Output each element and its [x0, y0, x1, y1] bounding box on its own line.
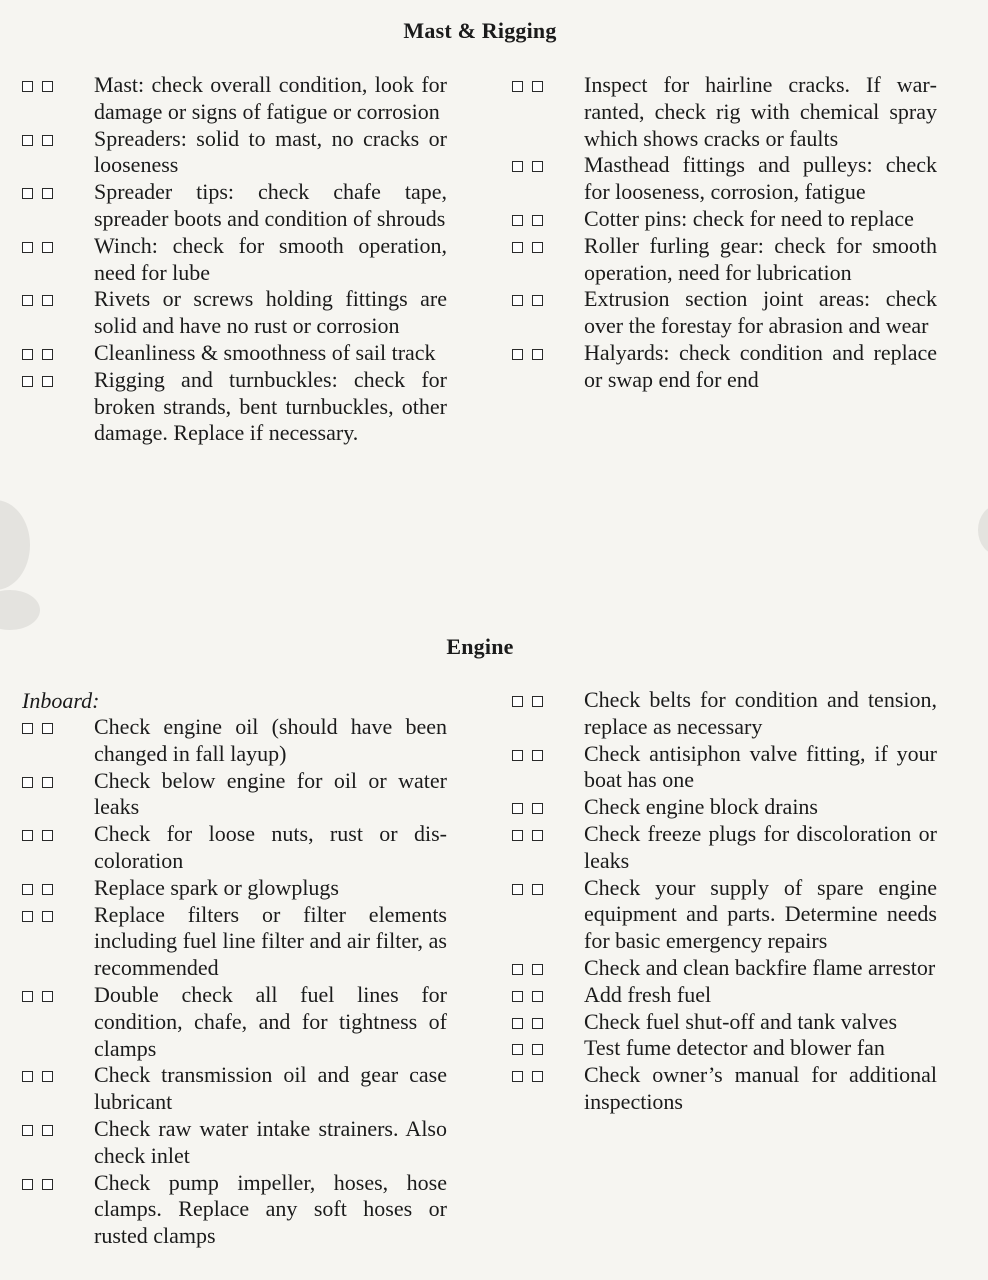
checkbox[interactable] [532, 215, 543, 226]
checkbox[interactable] [22, 135, 33, 146]
checklist-item-text: Replace spark or glowplugs [94, 874, 339, 900]
checkbox[interactable] [532, 1018, 543, 1029]
checklist-item-text: Check owner’s manual for additional inspections [584, 1062, 937, 1114]
checkbox[interactable] [22, 777, 33, 788]
checkbox[interactable] [22, 295, 33, 306]
checklist-item-text: Cleanliness & smoothness of sail track [94, 339, 436, 365]
checklist-item [22, 233, 447, 287]
subheading-inboard: Inboard: [22, 688, 100, 713]
checkbox[interactable] [22, 242, 33, 253]
checklist-item [512, 875, 937, 955]
checkbox[interactable] [532, 884, 543, 895]
checklist-item-text: Rivets or screws holding fittings are solid and have no rust or corrosion [94, 286, 447, 339]
checkbox[interactable] [22, 723, 33, 734]
checkbox[interactable] [42, 830, 53, 841]
section-title-engine: Engine [446, 634, 514, 659]
checkbox[interactable] [512, 884, 523, 895]
checklist-item [512, 286, 937, 340]
checklist-item-text: Add fresh fuel [584, 981, 712, 1007]
checkbox[interactable] [532, 161, 543, 172]
checklist-item [512, 794, 937, 821]
checkbox[interactable] [42, 242, 53, 253]
checklist-item [22, 340, 447, 367]
checklist-item-text: Check engine block drains [584, 794, 818, 820]
checklist-item-text: Test fume detector and blower fan [584, 1035, 885, 1061]
checklist-item-text: Check freeze plugs for discoloration or leaks [584, 820, 937, 873]
checklist-item-text: Roller furling gear: check for smooth operation, need for lubrication [584, 232, 937, 285]
checkbox[interactable] [512, 215, 523, 226]
checklist-item [512, 340, 937, 394]
checklist-item-text: Check and clean backfire flame arrestor [584, 954, 936, 980]
checkbox[interactable] [512, 1018, 523, 1029]
checklist-item [512, 206, 937, 233]
checkbox[interactable] [22, 830, 33, 841]
checklist-item-text: Masthead fittings and pulleys: check for looseness, corrosion, fatigue [584, 152, 937, 205]
checkbox[interactable] [42, 81, 53, 92]
checkbox[interactable] [532, 295, 543, 306]
checkbox[interactable] [42, 135, 53, 146]
checklist-item [512, 1035, 937, 1062]
checklist-item-text: Check antisiphon valve fitting, if your boat has one [584, 740, 937, 793]
checklist-item [22, 902, 447, 982]
checkbox[interactable] [532, 1071, 543, 1082]
checkbox[interactable] [532, 830, 543, 841]
checklist-item-text: Halyards: check condition and replace or swap end for end [584, 339, 937, 392]
checkbox[interactable] [42, 188, 53, 199]
checkbox[interactable] [532, 242, 543, 253]
checklist-item-text: Replace filters or filter elements including fuel line filter and air filter, as recommended [94, 901, 447, 981]
checkbox[interactable] [532, 349, 543, 360]
checklist-item [512, 72, 937, 152]
checkbox[interactable] [512, 964, 523, 975]
checklist-item-text: Spreader tips: check chafe tape, spreader boots and condition of shrouds [94, 179, 447, 231]
checkbox[interactable] [42, 777, 53, 788]
checkbox[interactable] [532, 964, 543, 975]
checkbox[interactable] [512, 803, 523, 814]
checklist-item [22, 179, 447, 233]
engine-right-column [512, 687, 937, 1116]
checklist-item [22, 1062, 447, 1116]
checklist-item-text: Check belts for condition and tension, replace as necessary [584, 687, 937, 739]
checklist-item [512, 741, 937, 795]
checkbox[interactable] [42, 1179, 53, 1190]
checkbox[interactable] [42, 295, 53, 306]
checklist-item [22, 714, 447, 768]
bleed-through-shape [0, 500, 30, 590]
checklist-item [22, 1170, 447, 1250]
checklist-item [512, 687, 937, 741]
checklist-item-text: Mast: check overall condition, look for damage or signs of fatigue or corrosion [94, 72, 447, 124]
checklist-item-text: Cotter pins: check for need to replace [584, 205, 914, 231]
checklist-item-text: Winch: check for smooth operation, need for lube [94, 232, 447, 285]
checkbox[interactable] [42, 376, 53, 387]
checkbox[interactable] [512, 830, 523, 841]
checkbox[interactable] [532, 81, 543, 92]
checkbox[interactable] [532, 750, 543, 761]
checklist-item-text: Inspect for hairline cracks. If warranted, check rig with chemical spray which shows cracks or faults [584, 72, 937, 151]
checkbox[interactable] [42, 1125, 53, 1136]
checklist-item [512, 1062, 937, 1116]
checklist-item [22, 982, 447, 1062]
section-title-mast-rigging: Mast & Rigging [403, 18, 557, 43]
checkbox[interactable] [512, 81, 523, 92]
checklist-item [22, 821, 447, 875]
checkbox[interactable] [512, 161, 523, 172]
checklist-item [512, 152, 937, 206]
checkbox[interactable] [22, 188, 33, 199]
checklist-item-text: Check fuel shut-off and tank valves [584, 1008, 898, 1034]
checklist-item [512, 821, 937, 875]
mast-rigging-right-column [512, 72, 937, 394]
checkbox[interactable] [22, 81, 33, 92]
checkbox[interactable] [532, 696, 543, 707]
checklist-item [512, 982, 937, 1009]
bleed-through-shape [978, 505, 988, 555]
checklist-item-text: Double check all fuel lines for condition, chafe, and for tightness of clamps [94, 981, 447, 1061]
checkbox[interactable] [532, 1044, 543, 1055]
bleed-through-shape [0, 590, 40, 630]
checkbox[interactable] [512, 750, 523, 761]
checkbox[interactable] [42, 1071, 53, 1082]
checkbox[interactable] [22, 1125, 33, 1136]
checkbox[interactable] [532, 803, 543, 814]
checklist-item [22, 126, 447, 180]
checkbox[interactable] [22, 1071, 33, 1082]
checklist-item [512, 233, 937, 287]
checkbox[interactable] [512, 349, 523, 360]
checkbox[interactable] [512, 1044, 523, 1055]
checkbox[interactable] [22, 349, 33, 360]
checkbox[interactable] [512, 242, 523, 253]
checklist-item [512, 1009, 937, 1036]
checklist-item [22, 72, 447, 126]
checklist-item-text: Check transmission oil and gear case lubricant [94, 1062, 447, 1115]
checkbox[interactable] [22, 991, 33, 1002]
checklist-item-text: Check your supply of spare engine equipment and parts. Determine needs for basic emergency repairs [584, 874, 937, 954]
checklist-item [22, 1116, 447, 1170]
checklist-item-text: Check engine oil (should have been changed in fall layup) [94, 714, 447, 766]
checklist-item [22, 367, 447, 447]
checkbox[interactable] [22, 911, 33, 922]
checkbox[interactable] [22, 376, 33, 387]
checkbox[interactable] [532, 991, 543, 1002]
checklist-item [22, 875, 447, 902]
checkbox[interactable] [512, 295, 523, 306]
checklist-item [512, 955, 937, 982]
engine-left-column [22, 687, 447, 1250]
checkbox[interactable] [42, 911, 53, 922]
checkbox[interactable] [22, 884, 33, 895]
mast-rigging-left-column [22, 72, 447, 447]
checkbox[interactable] [42, 349, 53, 360]
checkbox[interactable] [512, 991, 523, 1002]
checklist-item [22, 768, 447, 822]
checkbox[interactable] [42, 991, 53, 1002]
checkbox[interactable] [42, 884, 53, 895]
checklist-item [22, 286, 447, 340]
checklist-item-text: Rigging and turnbuckles: check for broken strands, bent turnbuckles, other damage. Replace if necessary. [94, 366, 447, 446]
checklist-item-text: Check pump impeller, hoses, hose clamps. Replace any soft hoses or rusted clamps [94, 1169, 447, 1249]
checklist-item-text: Check below engine for oil or water leaks [94, 767, 447, 820]
checkbox[interactable] [512, 696, 523, 707]
checkbox[interactable] [512, 1071, 523, 1082]
checkbox[interactable] [42, 723, 53, 734]
checklist-item-text: Check raw water intake strainers. Also check inlet [94, 1115, 447, 1168]
checklist-item-text: Check for loose nuts, rust or discoloration [94, 821, 447, 873]
checklist-item-text: Extrusion section joint areas: check over the forestay for abrasion and wear [584, 286, 937, 339]
checkbox[interactable] [22, 1179, 33, 1190]
checklist-item-text: Spreaders: solid to mast, no cracks or looseness [94, 125, 447, 178]
